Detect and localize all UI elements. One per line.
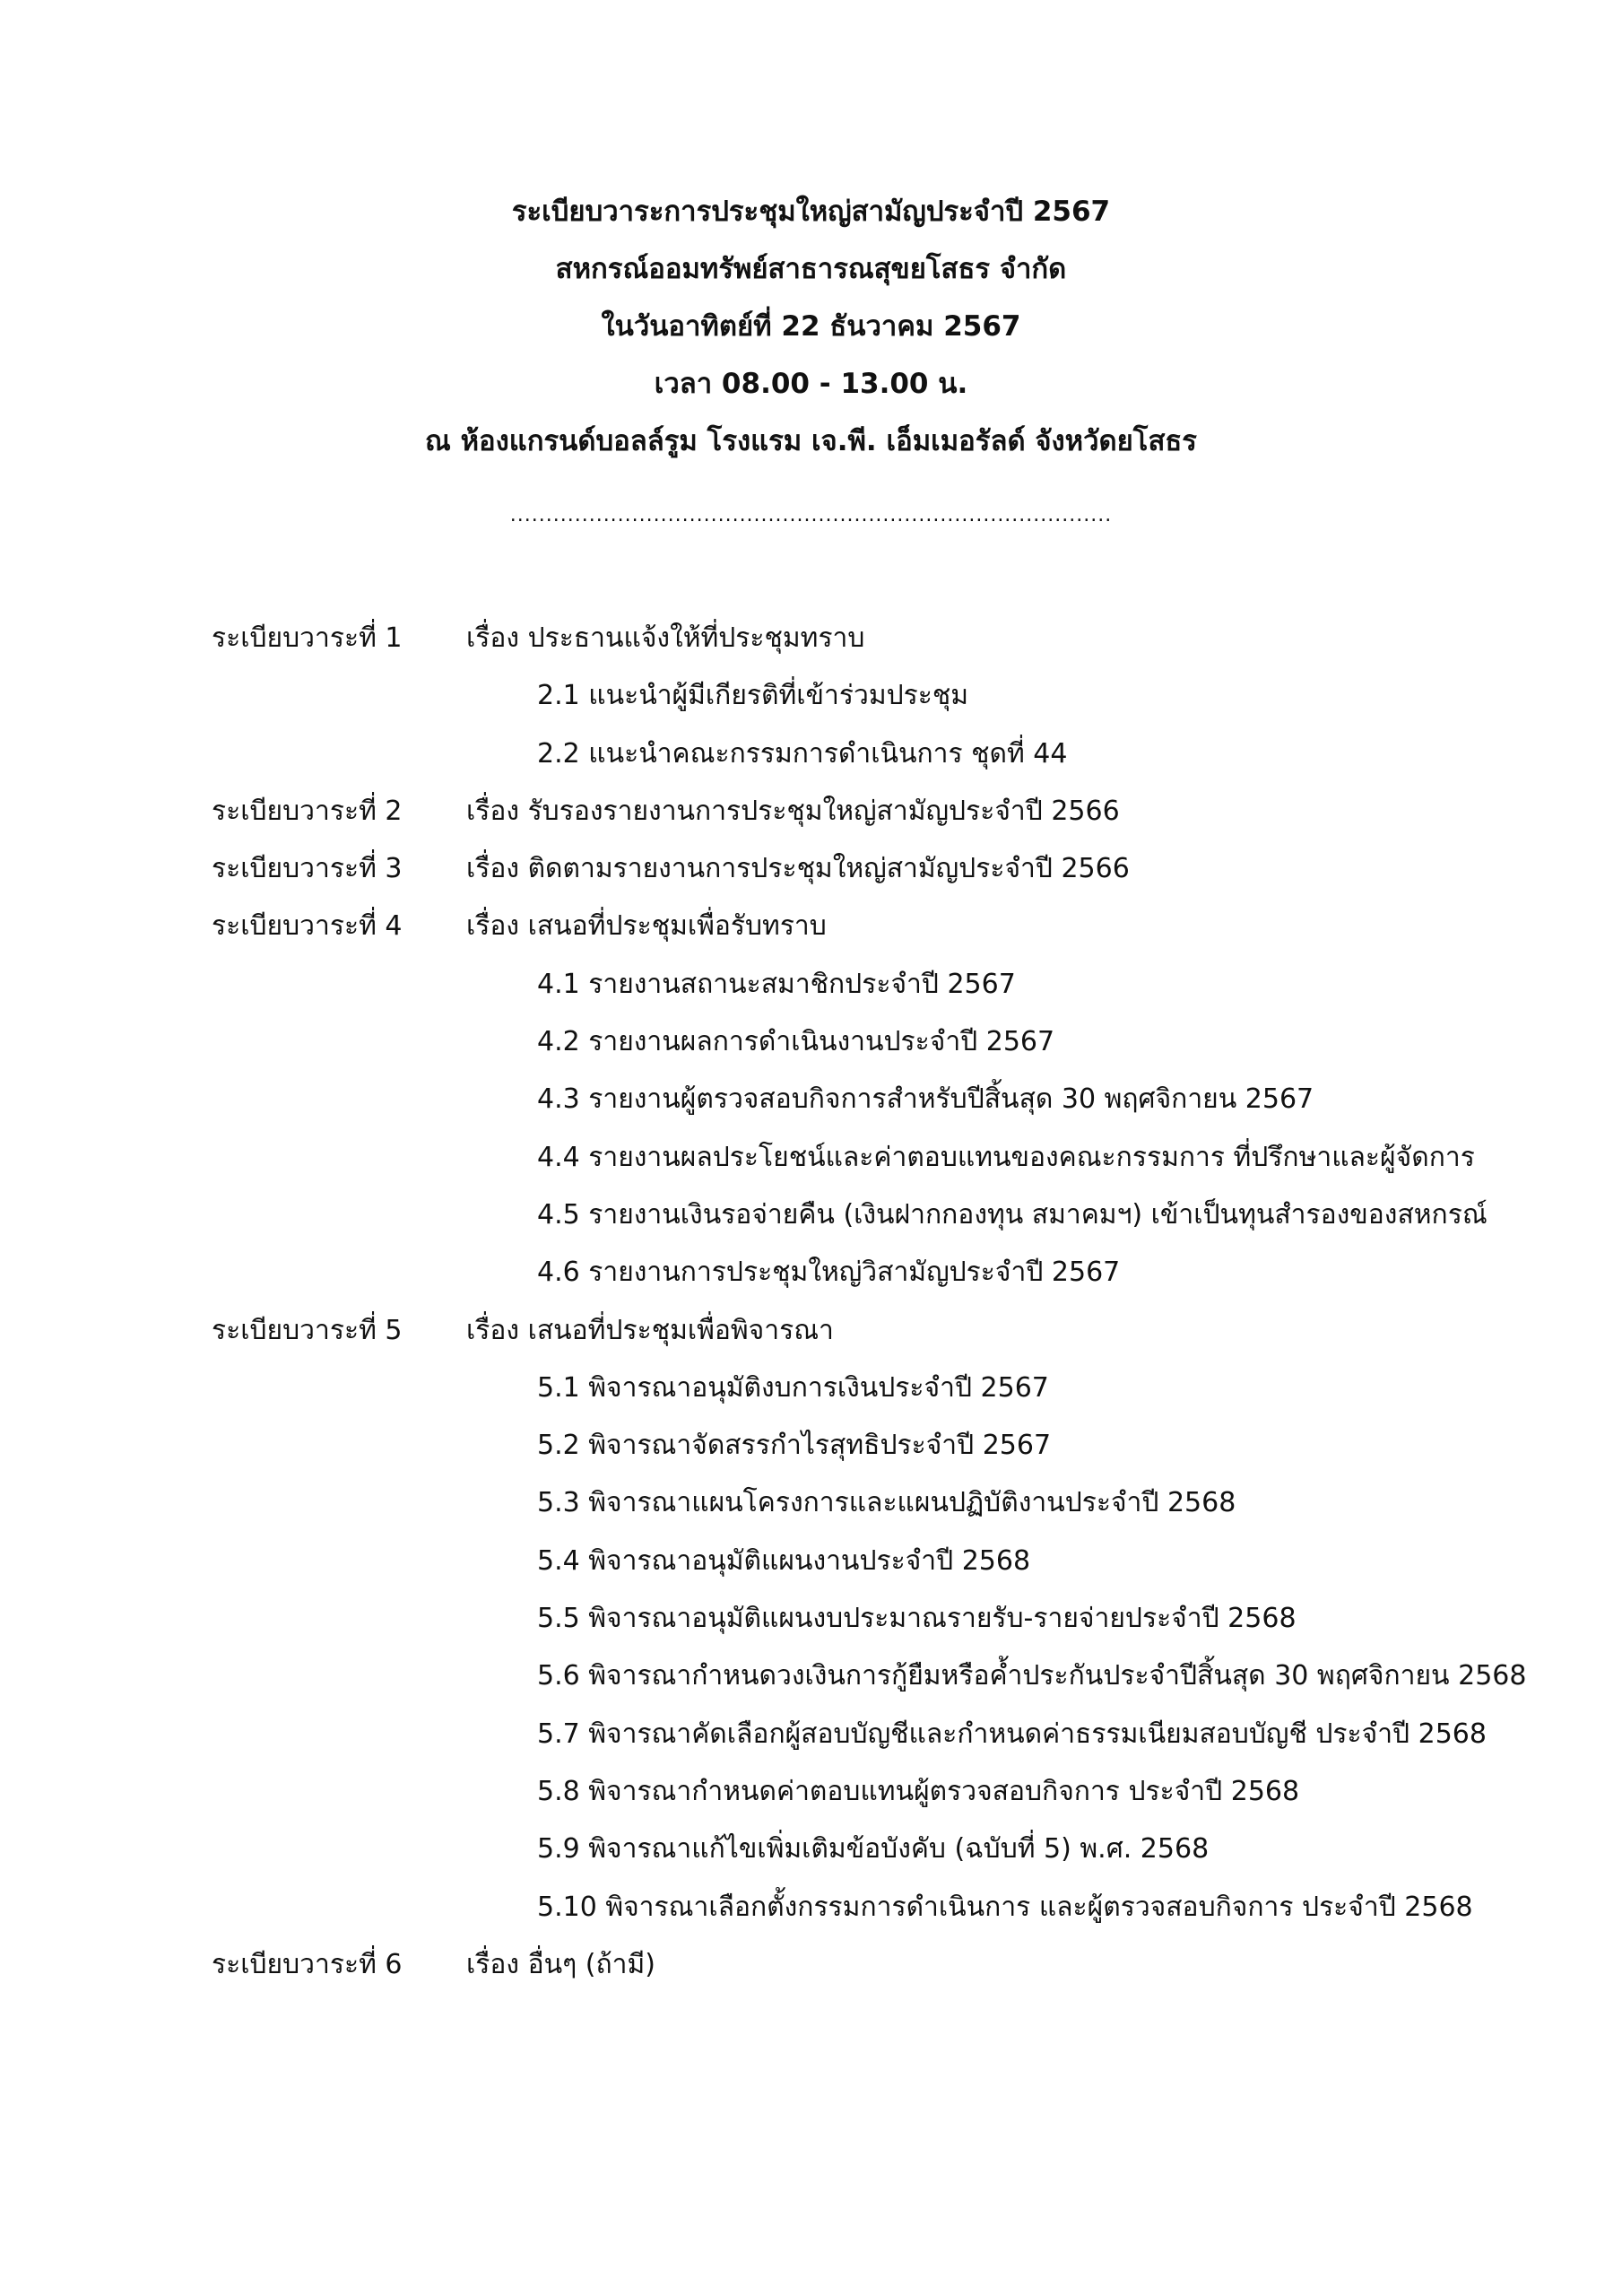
agenda-item-label: ระเบียบวาระที่ 3: [212, 853, 403, 885]
agenda-sub-item-text: 4.4 รายงานผลประโยชน์และค่าตอบแทนของคณะกรรมการ ที่ปรึกษาและผู้จัดการ: [537, 1141, 1475, 1173]
agenda-sub-item-text: 4.1 รายงานสถานะสมาชิกประจำปี 2567: [537, 968, 1016, 1000]
agenda-sub-item-text: 5.4 พิจารณาอนุมัติแผนงานประจำปี 2568: [537, 1544, 1031, 1577]
agenda-sub-item-text: 5.2 พิจารณาจัดสรรกำไรสุทธิประจำปี 2567: [537, 1430, 1052, 1462]
agenda-item-label: ระเบียบวาระที่ 1: [212, 622, 403, 654]
document-header: [0, 183, 1622, 470]
agenda-item-topic: เรื่อง เสนอที่ประชุมเพื่อพิจารณา: [466, 1314, 834, 1346]
meeting-time: เวลา 08.00 - 13.00 น.: [654, 368, 968, 400]
organization-name: สหกรณ์ออมทรัพย์สาธารณสุขยโสธร จำกัด: [555, 253, 1067, 285]
agenda-sub-item-text: 5.1 พิจารณาอนุมัติงบการเงินประจำปี 2567: [537, 1371, 1049, 1404]
agenda-item-topic: เรื่อง อื่นๆ (ถ้ามี): [466, 1948, 655, 1980]
agenda-sub-item: [0, 1706, 1622, 1763]
agenda-sub-item: [0, 1879, 1622, 1936]
agenda-list: [0, 610, 1622, 1994]
agenda-sub-item: [0, 1590, 1622, 1648]
agenda-sub-item: [0, 1821, 1622, 1878]
agenda-sub-item: [0, 726, 1622, 783]
agenda-sub-item-text: 4.5 รายงานเงินรอจ่ายคืน (เงินฝากกองทุน สมาคมฯ) เข้าเป็นทุนสำรองของสหกรณ์: [537, 1198, 1488, 1231]
agenda-item-1: [0, 610, 1622, 667]
agenda-sub-item-text: 5.9 พิจารณาแก้ไขเพิ่มเติมข้อบังคับ (ฉบับที่ 5) พ.ศ. 2568: [537, 1833, 1210, 1866]
agenda-sub-item-text: 5.3 พิจารณาแผนโครงการและแผนปฏิบัติงานประจำปี 2568: [537, 1487, 1236, 1519]
agenda-sub-item: [0, 1474, 1622, 1532]
agenda-item-topic: เรื่อง รับรองรายงานการประชุมใหญ่สามัญประจำปี 2566: [466, 795, 1120, 827]
agenda-sub-item-text: 5.10 พิจารณาเลือกตั้งกรรมการดำเนินการ และผู้ตรวจสอบกิจการ ประจำปี 2568: [537, 1891, 1473, 1923]
agenda-item-label: ระเบียบวาระที่ 5: [212, 1314, 403, 1346]
agenda-sub-item: [0, 1071, 1622, 1128]
agenda-item-5: [0, 1302, 1622, 1360]
agenda-sub-item-text: 5.7 พิจารณาคัดเลือกผู้สอบบัญชีและกำหนดค่าธรรมเนียมสอบบัญชี ประจำปี 2568: [537, 1718, 1487, 1750]
agenda-item-6: [0, 1936, 1622, 1994]
agenda-sub-item: [0, 667, 1622, 725]
agenda-item-4: [0, 898, 1622, 955]
agenda-sub-item-text: 5.8 พิจารณากำหนดค่าตอบแทนผู้ตรวจสอบกิจการ ประจำปี 2568: [537, 1775, 1300, 1807]
agenda-item-3: [0, 840, 1622, 898]
agenda-sub-item-text: 4.2 รายงานผลการดำเนินงานประจำปี 2567: [537, 1026, 1055, 1058]
meeting-date: ในวันอาทิตย์ที่ 22 ธันวาคม 2567: [601, 310, 1021, 343]
agenda-sub-item-text: 2.2 แนะนำคณะกรรมการดำเนินการ ชุดที่ 44: [537, 737, 1068, 770]
agenda-sub-item-text: 4.3 รายงานผู้ตรวจสอบกิจการสำหรับปีสิ้นสุด 30 พฤศจิกายน 2567: [537, 1083, 1314, 1116]
agenda-item-topic: เรื่อง เสนอที่ประชุมเพื่อรับทราบ: [466, 910, 827, 943]
agenda-sub-item-text: 5.5 พิจารณาอนุมัติแผนงบประมาณรายรับ-รายจ่ายประจำปี 2568: [537, 1603, 1297, 1635]
meeting-venue: ณ ห้องแกรนด์บอลล์รูม โรงแรม เจ.พี. เอ็มเมอรัลด์ จังหวัดยโสธร: [425, 425, 1197, 457]
agenda-sub-item: [0, 1187, 1622, 1244]
agenda-item-label: ระเบียบวาระที่ 2: [212, 795, 403, 827]
agenda-sub-item-text: 5.6 พิจารณากำหนดวงเงินการกู้ยืมหรือค้ำประกันประจำปีสิ้นสุด 30 พฤศจิกายน 2568: [537, 1660, 1527, 1692]
agenda-sub-item: [0, 1763, 1622, 1821]
dotted-divider: ....................................................................................: [509, 504, 1113, 526]
agenda-item-topic: เรื่อง ติดตามรายงานการประชุมใหญ่สามัญประจำปี 2566: [466, 853, 1130, 885]
agenda-sub-item: [0, 1013, 1622, 1071]
agenda-sub-item: [0, 1244, 1622, 1301]
agenda-sub-item: [0, 956, 1622, 1013]
agenda-item-2: [0, 783, 1622, 840]
agenda-item-topic: เรื่อง ประธานแจ้งให้ที่ประชุมทราบ: [466, 622, 865, 654]
agenda-sub-item: [0, 1129, 1622, 1187]
agenda-sub-item: [0, 1533, 1622, 1590]
agenda-sub-item: [0, 1648, 1622, 1705]
agenda-sub-item: [0, 1417, 1622, 1474]
agenda-title: ระเบียบวาระการประชุมใหญ่สามัญประจำปี 2567: [511, 196, 1111, 228]
agenda-item-label: ระเบียบวาระที่ 6: [212, 1948, 403, 1980]
agenda-item-label: ระเบียบวาระที่ 4: [212, 910, 403, 943]
agenda-sub-item-text: 2.1 แนะนำผู้มีเกียรติที่เข้าร่วมประชุม: [537, 680, 969, 712]
agenda-sub-item-text: 4.6 รายงานการประชุมใหญ่วิสามัญประจำปี 2567: [537, 1257, 1121, 1289]
agenda-sub-item: [0, 1360, 1622, 1417]
